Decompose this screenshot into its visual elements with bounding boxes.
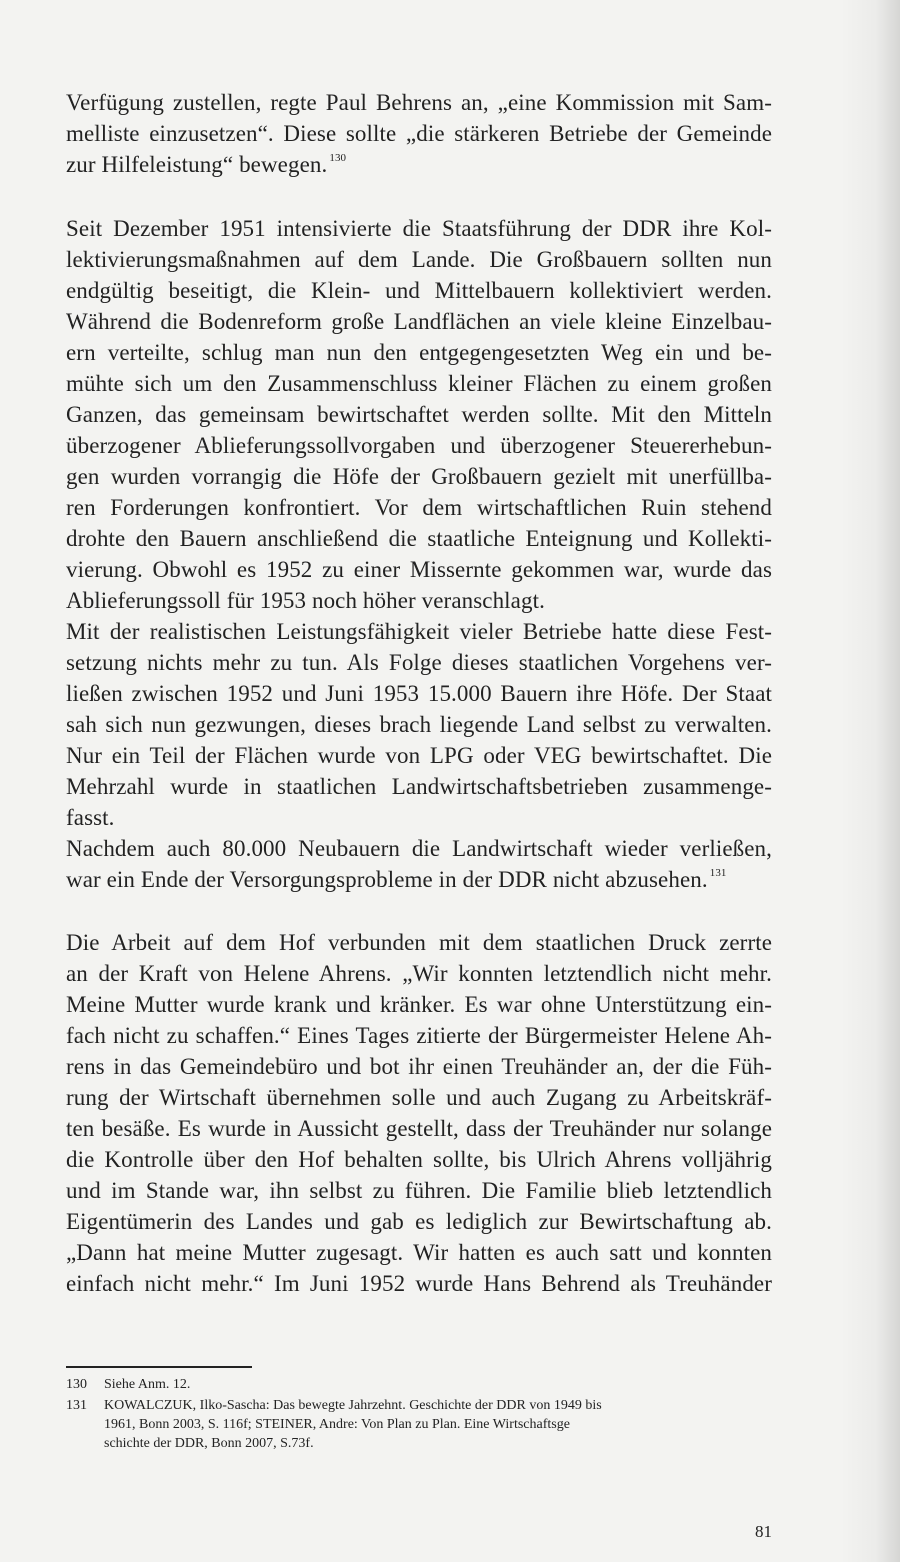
text-line: vierung. Obwohl es 1952 zu einer Missernte gekommen war, wurde das [66,557,772,582]
text-line: Die Arbeit auf dem Hof verbunden mit dem staatlichen Druck zerrte [66,930,772,955]
text-line: Nachdem auch 80.000 Neubauern die Landwirtschaft wieder verließen, [66,836,772,861]
footnote-number: 130 [66,1377,87,1392]
page-edge-shadow [840,0,900,1562]
text-line: setzung nichts mehr zu tun. Als Folge dieses staatlichen Vorgehens ver- [66,650,772,675]
footnote-text: Siehe Anm. 12. [104,1377,191,1392]
page-number: 81 [755,1522,772,1541]
text-line: an der Kraft von Helene Ahrens. „Wir konnten letztendlich nicht mehr. [66,961,772,986]
text-line: „Dann hat meine Mutter zugesagt. Wir hatten es auch satt und konnten [66,1240,772,1265]
text-line: Mehrzahl wurde in staatlichen Landwirtschaftsbetrieben zusammenge- [66,774,772,799]
footnote-ref: 130 [329,152,347,164]
footnote-text: KOWALCZUK, Ilko-Sascha: Das bewegte Jahrzehnt. Geschichte der DDR von 1949 bis 1961, Bonn 2003, S. 116f; STEINER, Andre: Von Plan zu Plan. Eine Wirtschaftsge schichte der DDR, Bonn 2007, S.73f. [104,1398,602,1451]
text-line: Eigentümerin des Landes und gab es lediglich zur Bewirtschaftung ab. [66,1209,772,1234]
text-line: fach nicht zu schaffen.“ Eines Tages zitierte der Bürgermeister Helene Ah- [66,1023,772,1048]
text-line: überzogener Ablieferungssollvorgaben und überzogener Steuererhebun- [66,433,772,458]
text-line: ließen zwischen 1952 und Juni 1953 15.000 Bauern ihre Höfe. Der Staat [66,681,772,706]
text-line: drohte den Bauern anschließend die staatliche Enteignung und Kollekti- [66,526,772,551]
text-line: Ablieferungssoll für 1953 noch höher veranschlagt. [66,588,545,613]
text-line: zur Hilfeleistung“ bewegen. $^{130}$ [66,152,347,177]
text-line: rens in das Gemeindebüro und bot ihr einen Treuhänder an, der die Füh- [66,1054,772,1079]
text-line: die Kontrolle über den Hof behalten sollte, bis Ulrich Ahrens volljährig [66,1147,772,1172]
text-line: rung der Wirtschaft übernehmen solle und auch Zugang zu Arbeitskräf- [66,1085,772,1110]
text-line: Verfügung zustellen, regte Paul Behrens an, „eine Kommission mit Sam- [66,90,772,115]
text-line: ern verteilte, schlug man nun den entgegengesetzten Weg ein und be- [66,340,772,365]
text-line: Ganzen, das gemeinsam bewirtschaftet werden sollte. Mit den Mitteln [66,402,772,427]
text-line: ren Forderungen konfrontiert. Vor dem wirtschaftlichen Ruin stehend [66,495,772,520]
text-line: war ein Ende der Versorgungsprobleme in der DDR nicht abzusehen. $^{131}$ [66,867,727,892]
text-line: Nur ein Teil der Flächen wurde von LPG oder VEG bewirtschaftet. Die [66,743,772,768]
text-line: mühte sich um den Zusammenschluss kleiner Flächen zu einem großen [66,371,772,396]
text-line: melliste einzusetzen“. Diese sollte „die stärkeren Betriebe der Gemeinde [66,121,772,146]
text-line: Mit der realistischen Leistungsfähigkeit vieler Betriebe hatte diese Fest- [66,619,772,644]
text-line: fasst. [66,805,115,830]
text-line: sah sich nun gezwungen, dieses brach liegende Land selbst zu verwalten. [66,712,772,737]
text-line: einfach nicht mehr.“ Im Juni 1952 wurde Hans Behrend als Treuhänder [66,1271,772,1296]
footnote-number: 131 [66,1398,87,1413]
text-line: lektivierungsmaßnahmen auf dem Lande. Die Großbauern sollten nun [66,247,772,272]
text-line: und im Stande war, ihn selbst zu führen. Die Familie blieb letztendlich [66,1178,772,1203]
footnote-separator [66,1366,252,1368]
text-line: endgültig beseitigt, die Klein- und Mittelbauern kollektiviert werden. [66,278,772,303]
footnote-ref: 131 [709,867,727,879]
text-line: Seit Dezember 1951 intensivierte die Staatsführung der DDR ihre Kol- [66,216,772,241]
text-line: ten besäße. Es wurde in Aussicht gestellt, dass der Treuhänder nur solange [66,1116,772,1141]
text-line: gen wurden vorrangig die Höfe der Großbauern gezielt mit unerfüllba- [66,464,772,489]
text-line: Meine Mutter wurde krank und kränker. Es war ohne Unterstützung ein- [66,992,772,1017]
text-line: Während die Bodenreform große Landflächen an viele kleine Einzelbau- [66,309,772,334]
